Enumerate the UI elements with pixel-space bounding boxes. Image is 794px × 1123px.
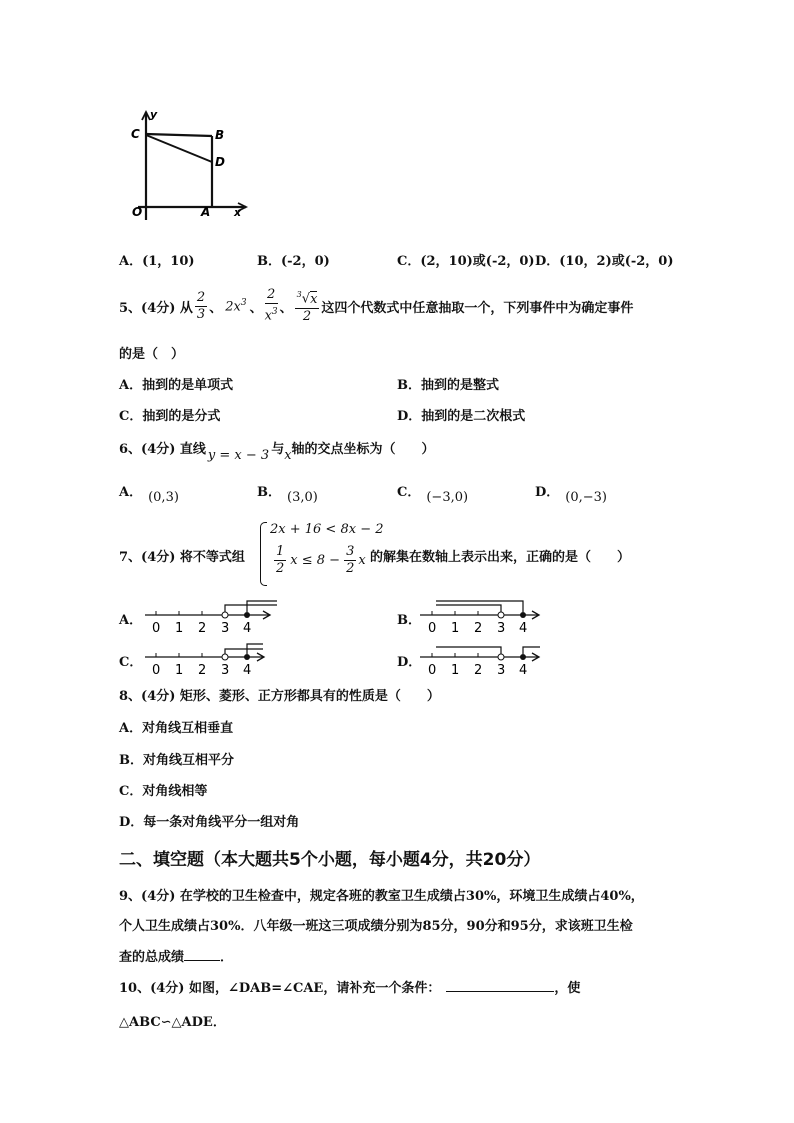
svg-text:1: 1 bbox=[175, 621, 184, 636]
q7-option-c-letter[interactable]: C． bbox=[119, 655, 143, 670]
q8-option-c[interactable]: C．对角线相等 bbox=[119, 784, 208, 799]
q8-stem: 8、(4分) 矩形、菱形、正方形都具有的性质是（ ） bbox=[119, 689, 440, 704]
q7-inequality-1: 2x + 16 < 8x − 2 bbox=[270, 522, 384, 537]
svg-text:0: 0 bbox=[152, 621, 161, 636]
q10-line1: 10、(4分) 如图，∠DAB=∠CAE，请补充一个条件： ，使 bbox=[119, 977, 580, 996]
q4-option-d[interactable]: D．(10，2)或(-2，0) bbox=[535, 254, 674, 269]
label-o: O bbox=[132, 205, 143, 219]
q7-option-d-letter[interactable]: D． bbox=[397, 655, 422, 670]
svg-text:1: 1 bbox=[451, 621, 460, 636]
q5-stem-line2: 的是（ ） bbox=[119, 347, 185, 362]
svg-text:4: 4 bbox=[519, 663, 528, 678]
q6-option-d[interactable]: D． (0,−3) bbox=[535, 485, 607, 505]
svg-text:4: 4 bbox=[519, 621, 528, 636]
svg-text:3: 3 bbox=[497, 621, 506, 636]
svg-text:2: 2 bbox=[198, 621, 207, 636]
q5-option-d[interactable]: D．抽到的是二次根式 bbox=[397, 409, 526, 424]
q4-option-b[interactable]: B．(-2，0) bbox=[257, 254, 330, 269]
svg-text:3: 3 bbox=[221, 621, 230, 636]
svg-text:2: 2 bbox=[198, 663, 207, 678]
svg-text:3: 3 bbox=[221, 663, 230, 678]
q9-answer-blank[interactable] bbox=[184, 946, 220, 961]
q10-answer-blank[interactable] bbox=[446, 977, 554, 992]
q7-number: 7、(4分) 将不等式组 bbox=[119, 550, 245, 565]
svg-text:0: 0 bbox=[152, 663, 161, 678]
q7-option-a-letter[interactable]: A． bbox=[119, 613, 143, 628]
q8-option-b[interactable]: B．对角线互相平分 bbox=[119, 753, 235, 768]
q7-option-b-numberline[interactable] bbox=[418, 597, 548, 637]
label-a: A bbox=[201, 205, 211, 219]
svg-text:1: 1 bbox=[175, 663, 184, 678]
coordinate-figure bbox=[126, 108, 256, 220]
q4-option-a[interactable]: A．(1，10) bbox=[119, 254, 195, 269]
q7-option-c-numberline[interactable] bbox=[143, 639, 273, 679]
q6-option-a[interactable]: A． (0,3) bbox=[119, 485, 179, 505]
q4-option-c[interactable]: C．(2，10)或(-2，0) bbox=[397, 254, 535, 269]
q8-option-a[interactable]: A．对角线互相垂直 bbox=[119, 721, 234, 736]
q7-option-d-numberline[interactable] bbox=[418, 639, 548, 679]
q7-stem-rest: 的解集在数轴上表示出来，正确的是（ ） bbox=[370, 550, 631, 565]
svg-text:0: 0 bbox=[428, 621, 437, 636]
q5-stem: 5、(4分) 从 $\frac{2}{3}$ 、 $2x^3$ 、 $\frac{2}{x^3}$ 、 $\frac{^3√x}{2}$ 这四个代数式中任意抽取一个，下列事件中为确定事件 bbox=[119, 287, 634, 324]
svg-text:2: 2 bbox=[474, 621, 483, 636]
segment-cb bbox=[146, 134, 212, 136]
q7-option-a-numberline[interactable] bbox=[143, 597, 283, 637]
q9-line2: 个人卫生成绩占30%．八年级一班这三项成绩分别为85分，90分和95分，求该班卫生检 bbox=[119, 919, 633, 934]
label-c: C bbox=[131, 127, 140, 141]
q5-option-c[interactable]: C．抽到的是分式 bbox=[119, 409, 221, 424]
svg-text:3: 3 bbox=[497, 663, 506, 678]
label-d: D bbox=[215, 155, 225, 169]
q7-option-b-letter[interactable]: B． bbox=[397, 613, 421, 628]
svg-text:4: 4 bbox=[243, 663, 252, 678]
label-x: x bbox=[234, 206, 242, 219]
q5-option-b[interactable]: B．抽到的是整式 bbox=[397, 378, 500, 393]
q9-line3: 查的总成绩 ． bbox=[119, 946, 233, 965]
svg-text:1: 1 bbox=[451, 663, 460, 678]
q9-line1: 9、(4分) 在学校的卫生检查中，规定各班的教室卫生成绩占30%，环境卫生成绩占40%， bbox=[119, 889, 644, 904]
q7-inequality-2: $\frac{1}{2}$ x ≤ 8 − $\frac{3}{2}$ x bbox=[276, 544, 366, 576]
label-y: y bbox=[150, 108, 158, 121]
q5-option-a[interactable]: A．抽到的是单项式 bbox=[119, 378, 234, 393]
svg-text:0: 0 bbox=[428, 663, 437, 678]
q7-brace bbox=[260, 522, 267, 586]
q6-option-c[interactable]: C． (−3,0) bbox=[397, 485, 469, 505]
q10-line2: △ABC∽△ADE． bbox=[119, 1015, 226, 1030]
svg-text:4: 4 bbox=[243, 621, 252, 636]
q8-option-d[interactable]: D．每一条对角线平分一组对角 bbox=[119, 815, 300, 830]
segment-cd bbox=[146, 135, 212, 162]
svg-text:2: 2 bbox=[474, 663, 483, 678]
q6-option-b[interactable]: B． (3,0) bbox=[257, 485, 318, 505]
section-heading: 二、填空题（本大题共5个小题，每小题4分，共20分） bbox=[119, 850, 541, 870]
label-b: B bbox=[215, 128, 225, 142]
q6-stem: 6、(4分) 直线 y = x − 3 与x轴的交点坐标为（ ） bbox=[119, 442, 435, 463]
